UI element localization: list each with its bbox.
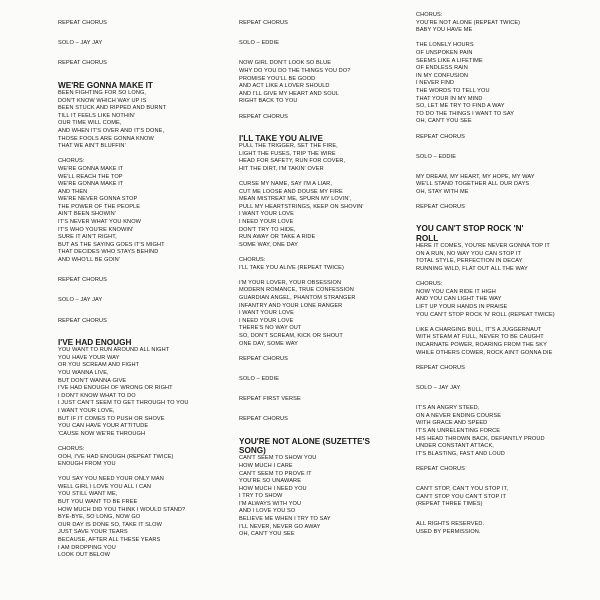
- lyric-line: PROMISE YOU'LL BE GOOD: [239, 75, 316, 82]
- stanza-gap: [58, 68, 228, 76]
- stanza-gap: [58, 325, 228, 333]
- song-title: ROLL: [416, 233, 439, 243]
- lyric-line: CHORUS:: [416, 12, 443, 18]
- lyric-line: IT'S AN ANGRY STEED,: [416, 405, 480, 412]
- lyric-line: NOW GIRL DON'T LOOK SO BLUE: [239, 60, 332, 67]
- lyric-line: I WANT YOUR LOVE: [239, 310, 294, 317]
- lyric-line: I'VE HAD ENOUGH OF WRONG OR RIGHT: [58, 385, 173, 392]
- lyric-line: I WANT YOUR LOVE: [239, 211, 294, 218]
- lyric-line: ON A NEVER ENDING COURSE: [416, 412, 502, 419]
- lyric-line: I JUST CAN'T SEEM TO GET THROUGH TO YOU: [58, 400, 189, 407]
- lyric-line: BUT AS THE SAYING GOES IT'S MIGHT: [58, 241, 165, 248]
- lyric-line: THAT YOUR IN MY MIND: [416, 95, 483, 102]
- lyric-line: BABY YOU HAVE ME: [416, 27, 473, 34]
- stanza-gap: [416, 161, 591, 169]
- lyric-line: CUT ME LOOSE AND DOUSE MY FIRE: [239, 188, 343, 195]
- lyric-line: WHILE OTHERS COWER, ROCK AIN'T GONNA DIE: [416, 349, 553, 356]
- lyrics-column-2: [239, 20, 409, 539]
- lyric-line: SOLO – JAY JAY: [58, 297, 103, 304]
- stanza-gap: [58, 469, 228, 477]
- lyric-line: MEAN MISTREAT ME, SPURN MY LOVIN',: [239, 196, 352, 203]
- stanza-gap: [416, 35, 591, 43]
- lyric-line: PULL THE TRIGGER, SET THE FIRE,: [239, 143, 338, 150]
- lyric-line: HIS HEAD THROWN BACK, DEFIANTLY PROUD: [416, 435, 545, 442]
- lyric-line: THAT DECIDES WHO STAYS BEHIND: [58, 249, 159, 256]
- lyric-line: CHORUS:: [58, 158, 85, 165]
- lyric-line: AIN'T BEEN SHOWIN': [58, 211, 116, 218]
- lyric-line: TO DO THE THINGS I WANT TO SAY: [416, 110, 515, 117]
- song-title: YOU CAN'T STOP ROCK 'N': [416, 224, 524, 234]
- stanza-gap: [416, 372, 591, 380]
- lyric-line: I NEVER FIND: [416, 80, 455, 87]
- stanza-gap: [416, 212, 591, 220]
- lyric-line: THAT WE AIN'T BLUFFIN': [58, 143, 126, 150]
- stanza-gap: [416, 274, 591, 282]
- lyric-line: REPEAT CHORUS: [416, 364, 465, 371]
- lyric-line: WE'RE GONNA MAKE IT: [58, 181, 124, 188]
- lyric-line: REPEAT CHORUS: [58, 317, 107, 324]
- lyric-line: WE'RE GONNA MAKE IT: [58, 165, 124, 172]
- lyric-line: OH, CAN'T YOU SEE: [416, 118, 472, 125]
- lyric-line: INCARNATE POWER, ROARING FROM THE SKY: [416, 341, 547, 348]
- lyric-line: REPEAT CHORUS: [416, 204, 465, 211]
- lyric-line: REPEAT CHORUS: [58, 277, 107, 284]
- lyric-line: LIFT UP YOUR HANDS IN PRAISE: [416, 304, 508, 310]
- lyric-line: TOTAL STYLE, PERFECTION IN DECAY: [416, 258, 523, 265]
- stanza-gap: [239, 424, 409, 432]
- lyric-line: YOU'RE NOT ALONE (REPEAT TWICE): [416, 19, 521, 26]
- lyric-line: WE'RE NEVER GONNA STOP: [58, 196, 138, 203]
- song-title: WE'RE GONNA MAKE IT: [58, 80, 153, 90]
- stanza-gap: [239, 249, 409, 257]
- lyric-line: SOLO – EDDIE: [239, 375, 280, 382]
- lyric-line: YOU HAVE YOUR WAY: [58, 354, 120, 361]
- lyric-line: BUT IF IT COMES TO PUSH OR SHOVE: [58, 415, 165, 422]
- lyric-line: LIKE A CHARGING BULL, IT'S A JUGGERNAUT: [416, 326, 542, 333]
- lyric-line: SO, DON'T SCREAM, KICK OR SHOUT: [239, 332, 343, 339]
- stanza-gap: [416, 319, 591, 327]
- lyric-line: CAN'T SEEM TO PROVE IT: [239, 470, 312, 477]
- lyric-line: I AM DROPPING YOU: [58, 544, 116, 551]
- lyric-line: YOU'RE SO UNAWARE: [239, 478, 302, 485]
- lyric-line: WE'LL REACH THE TOP: [58, 173, 123, 180]
- lyric-line: SO, LET ME TRY TO FIND A WAY: [416, 103, 505, 110]
- lyric-line: WITH STEAM AT FULL, NEVER TO BE CAUGHT: [416, 334, 544, 341]
- song-title: I'LL TAKE YOU ALIVE: [239, 133, 323, 143]
- lyric-line: SOME WAY, ONE DAY: [239, 241, 298, 248]
- lyric-line: UNDER CONSTANT ATTACK,: [416, 443, 494, 450]
- song-title: I'VE HAD ENOUGH: [58, 337, 132, 347]
- lyric-line: CAN'T STOP, CAN'T YOU STOP IT,: [416, 486, 509, 493]
- lyric-line: LOOK OUT BELOW: [58, 552, 110, 559]
- lyric-line: BELIEVE ME WHEN I TRY TO SAY: [239, 516, 331, 523]
- lyric-line: IT'S AN UNRELENTING FORCE: [416, 427, 501, 434]
- lyric-line: CAN'T SEEM TO SHOW YOU: [239, 455, 317, 462]
- lyric-line: AND WHEN IT'S OVER AND IT'S DONE,: [58, 127, 165, 134]
- stanza-gap: [239, 174, 409, 182]
- lyric-line: SOLO – JAY JAY: [58, 40, 103, 47]
- lyric-line: CHORUS:: [416, 281, 443, 288]
- lyric-line: BEEN STUCK AND RIPPED AND BURNT: [58, 105, 167, 112]
- lyric-line: IN MY CONFUSION: [416, 72, 469, 79]
- lyric-line: HERE IT COMES, YOU'RE NEVER GONNA TOP IT: [416, 243, 550, 250]
- stanza-gap: [58, 151, 228, 159]
- stanza-gap: [239, 106, 409, 114]
- lyric-line: (REPEAT THREE TIMES): [416, 501, 483, 508]
- lyric-line: HOW MUCH DID YOU THINK I WOULD STAND?: [58, 506, 186, 513]
- lyric-line: RUNNING WILD, FLAT OUT ALL THE WAY: [416, 266, 528, 273]
- lyric-line: NOW YOU CAN RIDE IT HIGH: [416, 288, 496, 295]
- stanza-gap: [239, 48, 409, 56]
- lyric-line: LIGHT THE FUSES, TRIP THE WIRE: [239, 150, 336, 157]
- lyric-line: WELL GIRL I LOVE YOU ALL I CAN: [58, 483, 152, 490]
- lyric-line: OR YOU SCREAM AND FIGHT: [58, 362, 140, 369]
- lyric-line: MODERN ROMANCE, TRUE CONFESSION: [239, 287, 354, 294]
- lyric-line: OH, STAY WITH ME: [416, 189, 469, 196]
- lyric-line: YOU CAN'T STOP ROCK 'N' ROLL (REPEAT TWICE): [416, 311, 555, 318]
- lyric-line: RIGHT BACK TO YOU: [239, 98, 298, 105]
- stanza-gap: [239, 121, 409, 129]
- lyric-line: I'LL TAKE YOU ALIVE (REPEAT TWICE): [239, 264, 344, 271]
- stanza-gap: [416, 197, 591, 205]
- lyric-line: REPEAT CHORUS: [416, 133, 465, 140]
- stanza-gap: [416, 473, 591, 481]
- lyric-line: THOSE FOOLS ARE GONNA KNOW: [58, 135, 154, 142]
- lyric-line: REPEAT CHORUS: [239, 416, 288, 423]
- lyric-line: ALL RIGHTS RESERVED.: [416, 521, 485, 528]
- stanza-gap: [58, 48, 228, 56]
- lyric-line: PULL MY HEARTSTRINGS, KEEP ON SHOVIN': [239, 203, 364, 210]
- stanza-gap: [416, 357, 591, 365]
- stanza-gap: [416, 509, 591, 517]
- lyric-line: IT'S NEVER WHAT YOU KNOW: [58, 219, 142, 226]
- lyric-line: SOLO – EDDIE: [239, 40, 280, 47]
- lyric-line: SEEMS LIKE A LIFETIME: [416, 57, 483, 64]
- lyric-line: GUARDIAN ANGEL, PHANTOM STRANGER: [239, 295, 356, 301]
- lyric-line: AND WHO'LL BE GOIN': [58, 257, 120, 264]
- lyric-line: THERE'S NO WAY OUT: [239, 325, 302, 332]
- lyric-line: OOH, I'VE HAD ENOUGH (REPEAT TWICE): [58, 453, 174, 460]
- lyric-line: REPEAT CHORUS: [58, 20, 107, 26]
- stanza-gap: [416, 458, 591, 466]
- lyric-line: CHORUS:: [239, 257, 266, 264]
- lyric-line: YOU WANNA LIVE,: [58, 369, 109, 376]
- lyric-line: USED BY PERMISSION.: [416, 529, 481, 536]
- lyric-line: YOU STILL WANT ME,: [58, 491, 118, 498]
- stanza-gap: [239, 404, 409, 412]
- stanza-gap: [58, 28, 228, 36]
- lyric-line: REPEAT CHORUS: [58, 60, 107, 67]
- lyric-line: YOU WANT TO RUN AROUND ALL NIGHT: [58, 347, 170, 354]
- lyric-line: TILL IT FEELS LIKE NOTHIN': [58, 112, 136, 119]
- lyric-line: HIT THE DIRT, I'M TAKIN' OVER: [239, 165, 324, 172]
- stanza-gap: [239, 363, 409, 371]
- lyric-line: THE LONELY HOURS: [416, 42, 474, 49]
- stanza-gap: [58, 285, 228, 293]
- lyrics-column-3: [416, 12, 591, 537]
- lyric-line: MY DREAM, MY HEART, MY HOPE, MY WAY: [416, 173, 535, 180]
- lyric-line: IT'S WHO YOU'RE KNOWIN': [58, 226, 134, 233]
- lyric-line: ONE DAY, SOME WAY: [239, 340, 298, 347]
- lyric-line: REPEAT FIRST VERSE: [239, 396, 301, 403]
- lyric-line: BYE-BYE, SO LONG, NOW GO: [58, 514, 141, 521]
- lyric-line: SURE IT AIN'T RIGHT,: [58, 234, 117, 241]
- lyric-line: RUN AWAY OR TAKE A RIDE: [239, 234, 316, 241]
- stanza-gap: [58, 265, 228, 273]
- lyric-line: WHY DO YOU DO THE THINGS YOU DO?: [239, 67, 351, 74]
- lyric-line: OUR TIME WILL COME,: [58, 120, 122, 127]
- lyric-line: OF ENDLESS RAIN: [416, 65, 468, 72]
- lyric-line: YOU SAY YOU NEED YOUR ONLY MAN: [58, 476, 164, 483]
- lyric-line: REPEAT CHORUS: [239, 355, 288, 362]
- lyric-line: AND THEN: [58, 188, 88, 195]
- lyric-line: WE'LL STAND TOGETHER ALL OUR DAYS: [416, 181, 530, 188]
- song-title: YOU'RE NOT ALONE (SUZETTE'S: [239, 436, 370, 446]
- stanza-gap: [239, 272, 409, 280]
- lyric-line: THE WORDS TO TELL YOU: [416, 87, 490, 94]
- lyric-line: I NEED YOUR LOVE: [239, 219, 294, 226]
- lyric-line: DON'T KNOW WHICH WAY UP IS: [58, 97, 147, 104]
- lyric-line: 'CAUSE NOW WE'RE THROUGH: [58, 430, 146, 437]
- lyric-line: AND I LOVE YOU SO: [239, 508, 296, 515]
- lyric-line: ON A RUN, NO WAY YOU CAN STOP IT: [416, 250, 522, 257]
- lyric-line: HOW MUCH I CARE: [239, 462, 293, 469]
- lyric-line: OUR DAY IS DONE SO, TAKE IT SLOW: [58, 521, 163, 528]
- lyric-line: OF UNSPOKEN PAIN: [416, 49, 473, 56]
- stanza-gap: [416, 141, 591, 149]
- lyric-line: BEEN FIGHTING FOR SO LONG,: [58, 89, 147, 96]
- lyric-line: I WANT YOUR LOVE,: [58, 407, 115, 414]
- stanza-gap: [58, 305, 228, 313]
- lyric-line: BECAUSE, AFTER ALL THESE YEARS: [58, 537, 161, 544]
- lyric-line: AND YOU CAN LIGHT THE WAY: [416, 296, 502, 303]
- lyric-line: I DON'T KNOW WHAT TO DO: [58, 392, 136, 399]
- stanza-gap: [239, 28, 409, 36]
- lyric-line: THE POWER OF THE PEOPLE: [58, 203, 141, 210]
- stanza-gap: [239, 348, 409, 356]
- lyric-line: REPEAT CHORUS: [239, 20, 288, 26]
- lyric-line: ENOUGH FROM YOU: [58, 461, 116, 468]
- lyric-line: CAN'T STOP YOU CAN'T STOP IT: [416, 493, 507, 500]
- stanza-gap: [416, 393, 591, 401]
- lyric-line: JUST SAVE YOUR TEARS: [58, 529, 128, 536]
- lyrics-column-1: [58, 20, 228, 560]
- lyric-line: CHORUS:: [58, 445, 85, 452]
- lyric-line: AND I'LL GIVE MY HEART AND SOUL: [239, 90, 340, 97]
- lyric-line: REPEAT CHORUS: [416, 465, 465, 472]
- lyric-line: YOU CAN HAVE YOUR ATTITUDE: [58, 423, 149, 430]
- lyric-line: HEAD FOR SAFETY, RUN FOR COVER,: [239, 158, 346, 165]
- lyric-line: I'M YOUR LOVER, YOUR OBSESSION: [239, 279, 342, 286]
- lyric-line: OH, CAN'T YOU SEE: [239, 531, 295, 538]
- lyric-line: WITH GRACE AND SPEED: [416, 420, 488, 427]
- lyric-line: AND ACT LIKE A LOVER SHOULD: [239, 83, 330, 90]
- song-title: SONG): [239, 445, 266, 455]
- lyric-line: I NEED YOUR LOVE: [239, 317, 294, 324]
- lyric-line: IT'S BLASTING, FAST AND LOUD: [416, 450, 505, 457]
- lyric-line: I'M ALWAYS WITH YOU: [239, 500, 302, 507]
- lyric-line: BUT DON'T WANNA GIVE: [58, 377, 127, 384]
- lyric-line: SOLO – JAY JAY: [416, 384, 461, 391]
- lyric-line: REPEAT CHORUS: [239, 113, 288, 120]
- stanza-gap: [58, 438, 228, 446]
- lyric-line: BUT YOU WANT TO BE FREE: [58, 499, 138, 506]
- lyric-line: DON'T TRY TO HIDE,: [239, 226, 296, 233]
- stanza-gap: [416, 126, 591, 134]
- lyric-line: HOW MUCH I NEED YOU: [239, 485, 307, 492]
- stanza-gap: [239, 384, 409, 392]
- lyric-line: SOLO – EDDIE: [416, 153, 457, 160]
- lyric-line: I'LL NEVER, NEVER GO AWAY: [239, 523, 321, 530]
- lyric-line: CURSE MY NAME, SAY I'M A LIAR,: [239, 181, 332, 188]
- lyric-line: I TRY TO SHOW: [239, 493, 283, 500]
- lyric-line: INFANTRY AND YOUR LONE RANGER: [239, 302, 343, 309]
